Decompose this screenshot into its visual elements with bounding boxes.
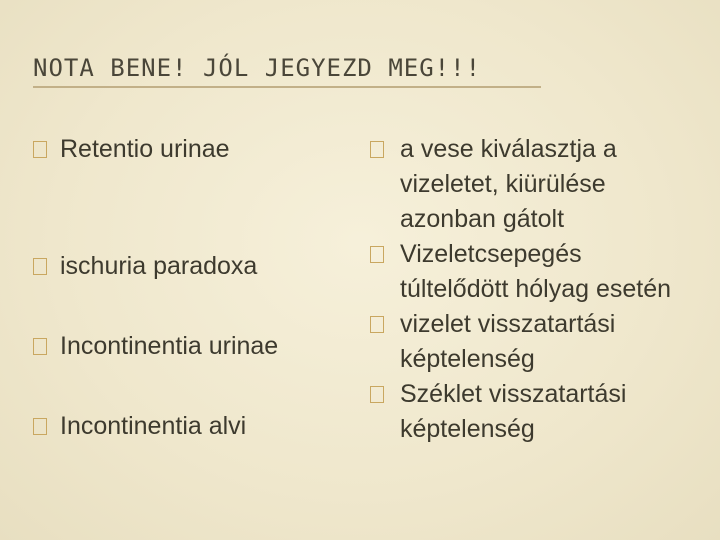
checkbox-square-icon: [33, 418, 47, 435]
left-list-item: [33, 249, 278, 284]
left-list-item-text: ischuria paradoxa: [60, 252, 258, 280]
checkbox-square-icon: [33, 338, 47, 355]
left-list-item: [33, 132, 278, 167]
right-list-item-text: Széklet visszatartási képtelenség: [400, 380, 627, 443]
left-list-item: [33, 409, 278, 444]
right-list-item: [370, 307, 690, 377]
right-list-item-text: a vese kiválasztja a vizeletet, kiürülése azonban gátolt: [400, 135, 617, 233]
left-column: [33, 132, 278, 444]
right-list-item: [370, 237, 690, 307]
left-list-item-text: Incontinentia alvi: [60, 412, 247, 440]
checkbox-square-icon: [370, 246, 384, 263]
right-list-item: [370, 377, 690, 447]
slide-title: NOTA BENE! JÓL JEGYEZD MEG!!!: [33, 54, 482, 82]
checkbox-square-icon: [370, 316, 384, 333]
checkbox-square-icon: [370, 386, 384, 403]
checkbox-square-icon: [33, 141, 47, 158]
left-list-item: [33, 329, 278, 364]
right-column: [370, 132, 690, 447]
title-underline: [33, 86, 541, 88]
checkbox-square-icon: [370, 141, 384, 158]
right-list-item-text: vizelet visszatartási képtelenség: [400, 310, 616, 373]
left-list-item-text: Incontinentia urinae: [60, 332, 279, 360]
checkbox-square-icon: [33, 258, 47, 275]
left-list-item-text: Retentio urinae: [60, 135, 230, 163]
right-list-item: [370, 132, 690, 237]
right-list-item-text: Vizeletcsepegés túltelődött hólyag esetén: [400, 240, 672, 303]
